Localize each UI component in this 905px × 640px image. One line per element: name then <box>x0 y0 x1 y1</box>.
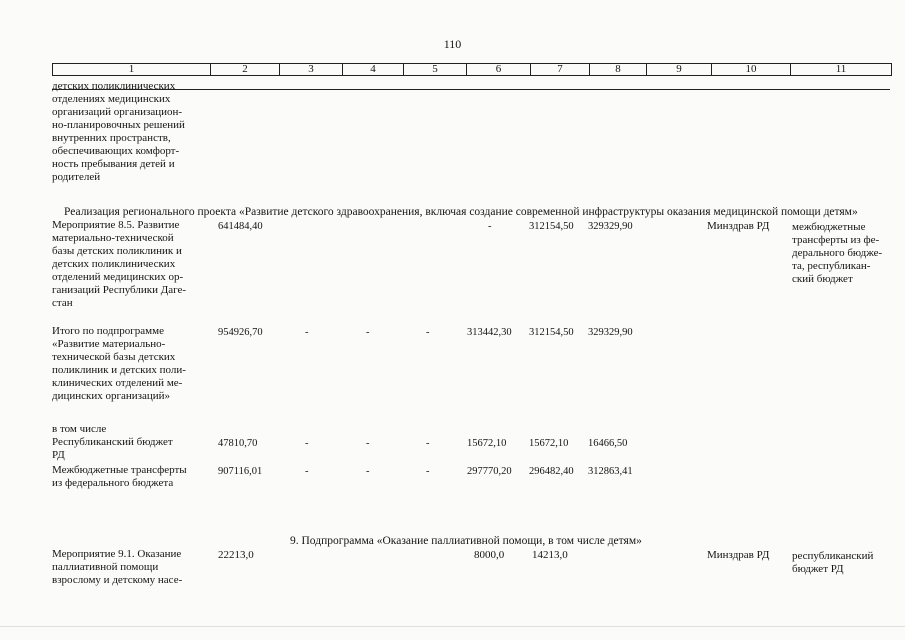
republican-budget-col8: 16466,50 <box>588 438 628 449</box>
column-header: 3 <box>280 64 343 76</box>
subprogram-total-col4: - <box>366 327 370 338</box>
measure-8-5-col8: 329329,90 <box>588 221 633 232</box>
measure-9-1-col6: 8000,0 <box>474 549 505 561</box>
measure-9-1-col7: 14213,0 <box>532 549 568 561</box>
republican-budget-col5: - <box>426 438 430 449</box>
federal-transfers-col5: - <box>426 466 430 477</box>
subprogram-total-col5: - <box>426 327 430 338</box>
subprogram-total-col7: 312154,50 <box>529 327 574 338</box>
column-header-row <box>52 63 892 76</box>
measure-8-5-executor: Минздрав РД <box>707 220 770 232</box>
federal-transfers-name: Межбюджетные трансферты из федерального бюджета <box>52 464 187 489</box>
column-header: 6 <box>467 64 531 76</box>
column-header: 5 <box>404 64 467 76</box>
federal-transfers-total: 907116,01 <box>218 466 263 477</box>
including-label: в том числе <box>52 423 107 435</box>
column-header: 7 <box>531 64 590 76</box>
measure-9-1-total: 22213,0 <box>218 549 254 561</box>
republican-budget-col4: - <box>366 438 370 449</box>
subprogram-total-col8: 329329,90 <box>588 327 633 338</box>
column-header: 10 <box>712 64 791 76</box>
subprogram-total-col6: 313442,30 <box>467 327 512 338</box>
column-header: 4 <box>343 64 404 76</box>
measure-9-1-executor: Минздрав РД <box>707 549 770 561</box>
republican-budget-name: Республиканский бюджет РД <box>52 436 173 461</box>
measure-9-1-name: Мероприятие 9.1. Оказание паллиативной помощи взрослому и детскому насе- <box>52 548 183 586</box>
measure-8-5-name: Мероприятие 8.5. Развитие материально-технической базы детских поликлиник и детских поликлинических отделений медицинских ор- ганизаций Республики Даге- стан <box>52 219 187 309</box>
federal-transfers-col8: 312863,41 <box>588 466 633 477</box>
continued-measure-text: детских поликлинических отделениях медицинских организаций организацион- но-планировочных решений внутренних пространств, обеспечивающих комфорт- ность пребывания детей и родителей <box>52 80 185 183</box>
column-header: 9 <box>647 64 712 76</box>
scan-edge-line <box>0 626 905 627</box>
federal-transfers-col4: - <box>366 466 370 477</box>
subprogram-total-col3: - <box>305 327 309 338</box>
measure-8-5-col7: 312154,50 <box>529 221 574 232</box>
column-header: 2 <box>211 64 280 76</box>
column-header: 11 <box>791 64 892 76</box>
republican-budget-col6: 15672,10 <box>467 438 507 449</box>
measure-8-5-total: 641484,40 <box>218 221 263 232</box>
subprogram-total-sum: 954926,70 <box>218 327 263 338</box>
republican-budget-col7: 15672,10 <box>529 438 569 449</box>
subprogram-9-heading: 9. Подпрограмма «Оказание паллиативной помощи, в том числе детям» <box>290 535 642 547</box>
republican-budget-total: 47810,70 <box>218 438 258 449</box>
page-number: 110 <box>443 37 462 51</box>
regional-project-heading: Реализация регионального проекта «Развитие детского здравоохранения, включая создание современной инфраструктуры оказания медицинской помощи детям» <box>64 206 858 218</box>
measure-8-5-source: межбюджетные трансферты из фе- дерального бюдже- та, республикан- ский бюджет <box>792 221 883 285</box>
subprogram-total-name: Итого по подпрограмме «Развитие материально- технической базы детских поликлиник и детских поли- клинических отделений ме- дицинских организаций» <box>52 325 186 402</box>
measure-8-5-col6: - <box>488 221 492 232</box>
federal-transfers-col6: 297770,20 <box>467 466 512 477</box>
column-header: 8 <box>590 64 647 76</box>
measure-9-1-source: республиканский бюджет РД <box>792 550 874 575</box>
republican-budget-col3: - <box>305 438 309 449</box>
federal-transfers-col3: - <box>305 466 309 477</box>
federal-transfers-col7: 296482,40 <box>529 466 574 477</box>
column-header: 1 <box>53 64 211 76</box>
